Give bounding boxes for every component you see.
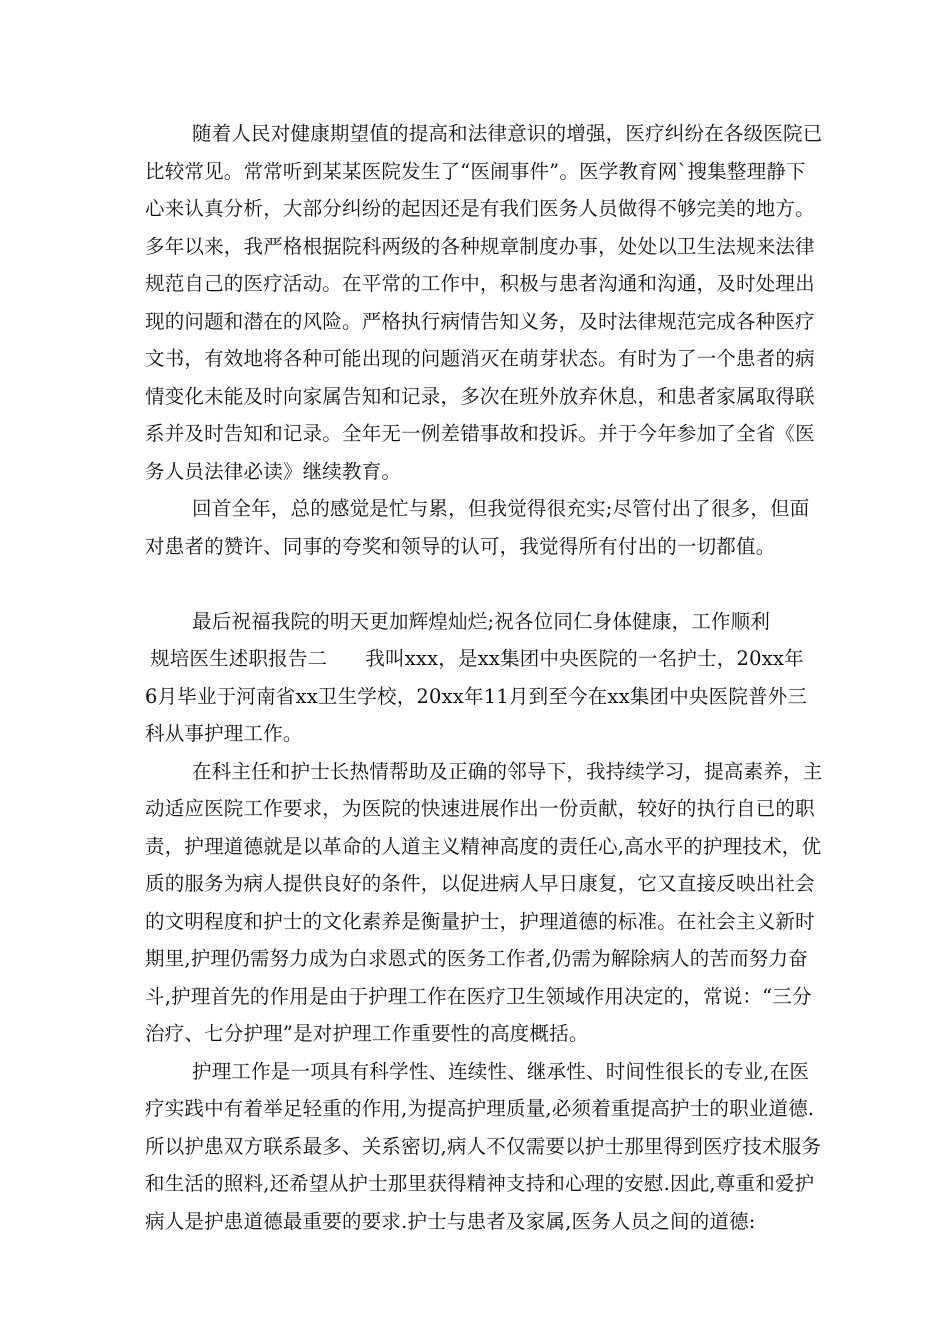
paragraph-line: 疗实践中有着举足轻重的作用,为提高护理质量,必须着重提高护士的职业道德. xyxy=(145,1097,815,1120)
paragraph-line: 治疗、七分护理”是对护理工作重要性的高度概括。 xyxy=(145,1022,589,1045)
paragraph-line: 系并及时告知和记录。全年无一例差错事故和投诉。并于今年参加了全省《医 xyxy=(145,422,815,445)
report-title: 规培医生述职报告二 xyxy=(150,647,328,670)
paragraph-line: 6月毕业于河南省xx卫生学校，20xx年11月到至今在xx集团中央医院普外三 xyxy=(145,685,808,708)
paragraph-line: 比较常见。常常听到某某医院发生了“医闹事件”。医学教育网`搜集整理静下 xyxy=(145,160,806,183)
paragraph-line: 科从事护理工作。 xyxy=(145,722,303,745)
paragraph-line: 情变化未能及时向家属告知和记录，多次在班外放弃休息，和患者家属取得联 xyxy=(145,385,815,408)
paragraph-line: 所以护患双方联系最多、关系密切,病人不仅需要以护士那里得到医疗技术服务 xyxy=(145,1135,822,1158)
paragraph-line: 随着人民对健康期望值的提高和法律意识的增强，医疗纠纷在各级医院已 xyxy=(192,122,823,145)
paragraph-line: 文书，有效地将各种可能出现的问题消灭在萌芽状态。有时为了一个患者的病 xyxy=(145,347,815,370)
paragraph-line: 多年以来，我严格根据院科两级的各种规章制度办事，处处以卫生法规来法律 xyxy=(145,235,815,258)
paragraph-line: 我叫xxx，是xx集团中央医院的一名护士，20xx年 xyxy=(365,647,804,670)
paragraph-line: 病人是护患道德最重要的要求.护士与患者及家属,医务人员之间的道德: xyxy=(145,1210,756,1233)
paragraph-line: 动适应医院工作要求，为医院的快速进展作出一份贡献，较好的执行自已的职 xyxy=(145,797,815,820)
paragraph-line: 现的问题和潜在的风险。严格执行病情告知义务，及时法律规范完成各种医疗 xyxy=(145,310,815,333)
paragraph-line: 质的服务为病人提供良好的条件，以促进病人早日康复，它又直接反映出社会 xyxy=(145,872,815,895)
paragraph-line: 规范自己的医疗活动。在平常的工作中，积极与患者沟通和沟通，及时处理出 xyxy=(145,272,815,295)
paragraph-line: 和生活的照料,还希望从护士那里获得精神支持和心理的安慰.因此,尊重和爱护 xyxy=(145,1172,815,1195)
paragraph-line: 斗,护理首先的作用是由于护理工作在医疗卫生领域作用决定的，常说：“三分 xyxy=(145,985,812,1008)
paragraph-line: 护理工作是一项具有科学性、连续性、继承性、时间性很长的专业,在医 xyxy=(192,1060,810,1083)
paragraph-line: 回首全年，总的感觉是忙与累，但我觉得很充实;尽管付出了很多，但面 xyxy=(192,497,810,520)
paragraph-line: 责，护理道德就是以革命的人道主义精神高度的责任心,高水平的护理技术，优 xyxy=(145,835,822,858)
paragraph-line: 的文明程度和护士的文化素养是衡量护士，护理道德的标准。在社会主义新时 xyxy=(145,910,815,933)
paragraph-line: 在科主任和护士长热情帮助及正确的邻导下，我持续学习，提高素养，主 xyxy=(192,760,823,783)
paragraph-line: 对患者的赞许、同事的夸奖和领导的认可，我觉得所有付出的一切都值。 xyxy=(145,535,776,558)
paragraph-line: 务人员法律必读》继续教育。 xyxy=(145,460,402,483)
paragraph-line: 期里,护理仍需努力成为白求恩式的医务工作者,仍需为解除病人的苦而努力奋 xyxy=(145,947,808,970)
closing-wishes-line: 最后祝福我院的明天更加辉煌灿烂;祝各位同仁身体健康，工作顺利 xyxy=(192,610,771,633)
paragraph-line: 心来认真分析，大部分纠纷的起因还是有我们医务人员做得不够完美的地方。 xyxy=(145,197,815,220)
section-heading-line xyxy=(150,644,810,674)
